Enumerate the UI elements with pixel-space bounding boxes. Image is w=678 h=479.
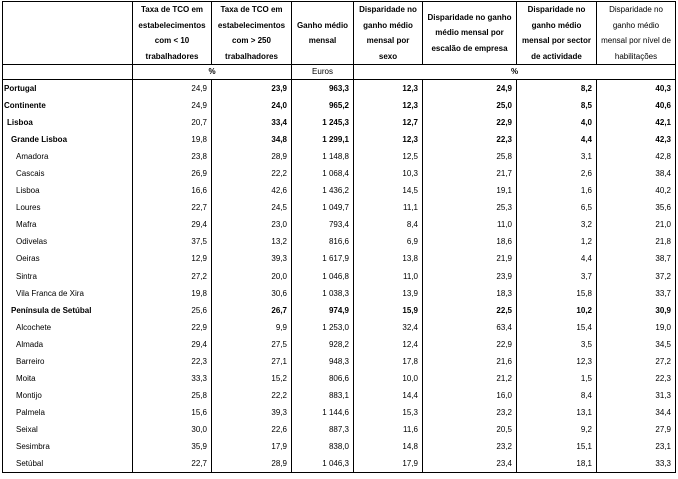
value-cell: 1 299,1 bbox=[292, 131, 354, 148]
value-cell: 33,4 bbox=[212, 114, 292, 131]
value-cell: 974,9 bbox=[292, 302, 354, 319]
value-cell: 11,6 bbox=[354, 421, 423, 438]
table-row bbox=[3, 302, 676, 319]
value-cell: 793,4 bbox=[292, 216, 354, 233]
value-cell: 15,6 bbox=[133, 404, 212, 421]
region-name: Oeiras bbox=[3, 250, 133, 267]
unit-percent-b: % bbox=[354, 65, 676, 80]
value-cell: 42,3 bbox=[597, 131, 676, 148]
statistics-table bbox=[2, 1, 676, 473]
region-name: Grande Lisboa bbox=[3, 131, 133, 148]
value-cell: 25,8 bbox=[133, 387, 212, 404]
value-cell: 63,4 bbox=[423, 319, 517, 336]
value-cell: 34,8 bbox=[212, 131, 292, 148]
value-cell: 22,9 bbox=[133, 319, 212, 336]
value-cell: 12,3 bbox=[354, 97, 423, 114]
unit-percent-a: % bbox=[133, 65, 292, 80]
value-cell: 42,1 bbox=[597, 114, 676, 131]
value-cell: 1 144,6 bbox=[292, 404, 354, 421]
value-cell: 18,1 bbox=[517, 455, 597, 473]
value-cell: 38,4 bbox=[597, 165, 676, 182]
header-tco-large: Taxa de TCO em estabelecimentos com > 250 trabalhadores bbox=[212, 2, 292, 65]
value-cell: 25,0 bbox=[423, 97, 517, 114]
value-cell: 22,7 bbox=[133, 455, 212, 473]
value-cell: 14,8 bbox=[354, 438, 423, 455]
value-cell: 2,6 bbox=[517, 165, 597, 182]
value-cell: 40,2 bbox=[597, 182, 676, 199]
value-cell: 35,6 bbox=[597, 199, 676, 216]
table-row bbox=[3, 148, 676, 165]
header-disparity-company-size: Disparidade no ganho médio mensal por escalão de empresa bbox=[423, 2, 517, 65]
value-cell: 887,3 bbox=[292, 421, 354, 438]
value-cell: 12,3 bbox=[354, 131, 423, 148]
region-name: Mafra bbox=[3, 216, 133, 233]
value-cell: 23,4 bbox=[423, 455, 517, 473]
value-cell: 28,9 bbox=[212, 148, 292, 165]
value-cell: 948,3 bbox=[292, 353, 354, 370]
value-cell: 15,8 bbox=[517, 285, 597, 302]
value-cell: 12,5 bbox=[354, 148, 423, 165]
table-row bbox=[3, 131, 676, 148]
region-name: Lisboa bbox=[3, 114, 133, 131]
value-cell: 27,2 bbox=[133, 268, 212, 285]
value-cell: 23,8 bbox=[133, 148, 212, 165]
value-cell: 22,2 bbox=[212, 165, 292, 182]
value-cell: 838,0 bbox=[292, 438, 354, 455]
value-cell: 12,7 bbox=[354, 114, 423, 131]
value-cell: 11,0 bbox=[423, 216, 517, 233]
value-cell: 17,9 bbox=[354, 455, 423, 473]
value-cell: 15,9 bbox=[354, 302, 423, 319]
value-cell: 11,0 bbox=[354, 268, 423, 285]
table-row bbox=[3, 285, 676, 302]
value-cell: 33,3 bbox=[597, 455, 676, 473]
value-cell: 22,9 bbox=[423, 336, 517, 353]
value-cell: 22,9 bbox=[423, 114, 517, 131]
value-cell: 8,5 bbox=[517, 97, 597, 114]
value-cell: 3,7 bbox=[517, 268, 597, 285]
value-cell: 21,8 bbox=[597, 233, 676, 250]
region-name: Palmela bbox=[3, 404, 133, 421]
table-row bbox=[3, 216, 676, 233]
value-cell: 25,6 bbox=[133, 302, 212, 319]
value-cell: 963,3 bbox=[292, 80, 354, 98]
table-row bbox=[3, 80, 676, 98]
value-cell: 26,9 bbox=[133, 165, 212, 182]
value-cell: 806,6 bbox=[292, 370, 354, 387]
value-cell: 32,4 bbox=[354, 319, 423, 336]
value-cell: 37,2 bbox=[597, 268, 676, 285]
region-name: Continente bbox=[3, 97, 133, 114]
value-cell: 21,7 bbox=[423, 165, 517, 182]
region-name: Sintra bbox=[3, 268, 133, 285]
value-cell: 40,6 bbox=[597, 97, 676, 114]
value-cell: 1 436,2 bbox=[292, 182, 354, 199]
value-cell: 17,8 bbox=[354, 353, 423, 370]
region-name: Lisboa bbox=[3, 182, 133, 199]
value-cell: 19,8 bbox=[133, 285, 212, 302]
value-cell: 23,2 bbox=[423, 404, 517, 421]
region-name: Cascais bbox=[3, 165, 133, 182]
table-row bbox=[3, 199, 676, 216]
value-cell: 27,9 bbox=[597, 421, 676, 438]
value-cell: 28,9 bbox=[212, 455, 292, 473]
table-row bbox=[3, 455, 676, 473]
table-row bbox=[3, 97, 676, 114]
table-row bbox=[3, 319, 676, 336]
value-cell: 883,1 bbox=[292, 387, 354, 404]
value-cell: 27,1 bbox=[212, 353, 292, 370]
value-cell: 34,5 bbox=[597, 336, 676, 353]
value-cell: 816,6 bbox=[292, 233, 354, 250]
value-cell: 12,9 bbox=[133, 250, 212, 267]
value-cell: 9,2 bbox=[517, 421, 597, 438]
value-cell: 15,3 bbox=[354, 404, 423, 421]
header-row bbox=[3, 2, 676, 65]
value-cell: 1 046,3 bbox=[292, 455, 354, 473]
value-cell: 33,3 bbox=[133, 370, 212, 387]
value-cell: 34,4 bbox=[597, 404, 676, 421]
value-cell: 1 046,8 bbox=[292, 268, 354, 285]
table-body bbox=[3, 80, 676, 473]
value-cell: 13,8 bbox=[354, 250, 423, 267]
value-cell: 19,1 bbox=[423, 182, 517, 199]
value-cell: 10,3 bbox=[354, 165, 423, 182]
region-name: Odivelas bbox=[3, 233, 133, 250]
table-row bbox=[3, 370, 676, 387]
value-cell: 22,3 bbox=[597, 370, 676, 387]
table-row bbox=[3, 114, 676, 131]
value-cell: 23,0 bbox=[212, 216, 292, 233]
value-cell: 15,2 bbox=[212, 370, 292, 387]
value-cell: 4,4 bbox=[517, 250, 597, 267]
value-cell: 8,4 bbox=[354, 216, 423, 233]
value-cell: 15,4 bbox=[517, 319, 597, 336]
value-cell: 24,9 bbox=[133, 80, 212, 98]
value-cell: 30,6 bbox=[212, 285, 292, 302]
value-cell: 23,9 bbox=[212, 80, 292, 98]
value-cell: 14,5 bbox=[354, 182, 423, 199]
value-cell: 928,2 bbox=[292, 336, 354, 353]
value-cell: 22,6 bbox=[212, 421, 292, 438]
header-disparity-sex: Disparidade no ganho médio mensal por sexo bbox=[354, 2, 423, 65]
value-cell: 6,5 bbox=[517, 199, 597, 216]
value-cell: 24,0 bbox=[212, 97, 292, 114]
header-average-monthly-earnings: Ganho médio mensal bbox=[292, 2, 354, 65]
value-cell: 10,0 bbox=[354, 370, 423, 387]
value-cell: 1 617,9 bbox=[292, 250, 354, 267]
table-row bbox=[3, 438, 676, 455]
value-cell: 21,9 bbox=[423, 250, 517, 267]
unit-euros: Euros bbox=[292, 65, 354, 80]
value-cell: 6,9 bbox=[354, 233, 423, 250]
value-cell: 1,6 bbox=[517, 182, 597, 199]
table-row bbox=[3, 268, 676, 285]
value-cell: 19,0 bbox=[597, 319, 676, 336]
value-cell: 22,3 bbox=[423, 131, 517, 148]
value-cell: 12,4 bbox=[354, 336, 423, 353]
value-cell: 23,2 bbox=[423, 438, 517, 455]
value-cell: 3,1 bbox=[517, 148, 597, 165]
value-cell: 24,5 bbox=[212, 199, 292, 216]
value-cell: 18,6 bbox=[423, 233, 517, 250]
table-row bbox=[3, 233, 676, 250]
value-cell: 9,9 bbox=[212, 319, 292, 336]
value-cell: 22,3 bbox=[133, 353, 212, 370]
region-name: Setúbal bbox=[3, 455, 133, 473]
value-cell: 26,7 bbox=[212, 302, 292, 319]
value-cell: 1 148,8 bbox=[292, 148, 354, 165]
value-cell: 29,4 bbox=[133, 216, 212, 233]
region-name: Amadora bbox=[3, 148, 133, 165]
header-tco-small: Taxa de TCO em estabelecimentos com < 10 trabalhadores bbox=[133, 2, 212, 65]
value-cell: 3,5 bbox=[517, 336, 597, 353]
table-row bbox=[3, 165, 676, 182]
region-name: Seixal bbox=[3, 421, 133, 438]
value-cell: 16,6 bbox=[133, 182, 212, 199]
value-cell: 21,2 bbox=[423, 370, 517, 387]
region-name: Portugal bbox=[3, 80, 133, 98]
table-row bbox=[3, 387, 676, 404]
region-name: Barreiro bbox=[3, 353, 133, 370]
region-name: Alcochete bbox=[3, 319, 133, 336]
value-cell: 29,4 bbox=[133, 336, 212, 353]
region-name: Península de Setúbal bbox=[3, 302, 133, 319]
value-cell: 18,3 bbox=[423, 285, 517, 302]
value-cell: 1 245,3 bbox=[292, 114, 354, 131]
value-cell: 4,4 bbox=[517, 131, 597, 148]
value-cell: 12,3 bbox=[517, 353, 597, 370]
region-name: Montijo bbox=[3, 387, 133, 404]
unit-blank bbox=[3, 65, 133, 80]
value-cell: 1,5 bbox=[517, 370, 597, 387]
value-cell: 13,1 bbox=[517, 404, 597, 421]
value-cell: 27,5 bbox=[212, 336, 292, 353]
value-cell: 17,9 bbox=[212, 438, 292, 455]
value-cell: 8,2 bbox=[517, 80, 597, 98]
value-cell: 3,2 bbox=[517, 216, 597, 233]
header-blank bbox=[3, 2, 133, 65]
value-cell: 15,1 bbox=[517, 438, 597, 455]
region-name: Moita bbox=[3, 370, 133, 387]
value-cell: 30,9 bbox=[597, 302, 676, 319]
value-cell: 1,2 bbox=[517, 233, 597, 250]
value-cell: 38,7 bbox=[597, 250, 676, 267]
value-cell: 37,5 bbox=[133, 233, 212, 250]
value-cell: 39,3 bbox=[212, 404, 292, 421]
header-disparity-education: Disparidade no ganho médio mensal por nível de habilitações bbox=[597, 2, 676, 65]
value-cell: 11,1 bbox=[354, 199, 423, 216]
region-name: Vila Franca de Xira bbox=[3, 285, 133, 302]
value-cell: 20,5 bbox=[423, 421, 517, 438]
value-cell: 33,7 bbox=[597, 285, 676, 302]
value-cell: 22,2 bbox=[212, 387, 292, 404]
value-cell: 21,0 bbox=[597, 216, 676, 233]
value-cell: 35,9 bbox=[133, 438, 212, 455]
value-cell: 20,0 bbox=[212, 268, 292, 285]
value-cell: 25,3 bbox=[423, 199, 517, 216]
value-cell: 40,3 bbox=[597, 80, 676, 98]
value-cell: 1 038,3 bbox=[292, 285, 354, 302]
region-name: Almada bbox=[3, 336, 133, 353]
header-disparity-sector: Disparidade no ganho médio mensal por sector de actividade bbox=[517, 2, 597, 65]
value-cell: 10,2 bbox=[517, 302, 597, 319]
value-cell: 4,0 bbox=[517, 114, 597, 131]
table-row bbox=[3, 353, 676, 370]
value-cell: 25,8 bbox=[423, 148, 517, 165]
region-name: Loures bbox=[3, 199, 133, 216]
value-cell: 39,3 bbox=[212, 250, 292, 267]
region-name: Sesimbra bbox=[3, 438, 133, 455]
table-row bbox=[3, 421, 676, 438]
value-cell: 12,3 bbox=[354, 80, 423, 98]
value-cell: 1 253,0 bbox=[292, 319, 354, 336]
value-cell: 20,7 bbox=[133, 114, 212, 131]
value-cell: 13,2 bbox=[212, 233, 292, 250]
value-cell: 24,9 bbox=[133, 97, 212, 114]
value-cell: 965,2 bbox=[292, 97, 354, 114]
value-cell: 19,8 bbox=[133, 131, 212, 148]
unit-row bbox=[3, 65, 676, 80]
value-cell: 42,8 bbox=[597, 148, 676, 165]
value-cell: 1 049,7 bbox=[292, 199, 354, 216]
value-cell: 24,9 bbox=[423, 80, 517, 98]
value-cell: 14,4 bbox=[354, 387, 423, 404]
value-cell: 23,1 bbox=[597, 438, 676, 455]
value-cell: 8,4 bbox=[517, 387, 597, 404]
value-cell: 23,9 bbox=[423, 268, 517, 285]
value-cell: 22,7 bbox=[133, 199, 212, 216]
value-cell: 16,0 bbox=[423, 387, 517, 404]
value-cell: 1 068,4 bbox=[292, 165, 354, 182]
table-row bbox=[3, 336, 676, 353]
value-cell: 13,9 bbox=[354, 285, 423, 302]
value-cell: 21,6 bbox=[423, 353, 517, 370]
value-cell: 42,6 bbox=[212, 182, 292, 199]
table-row bbox=[3, 182, 676, 199]
value-cell: 27,2 bbox=[597, 353, 676, 370]
value-cell: 31,3 bbox=[597, 387, 676, 404]
table-row bbox=[3, 250, 676, 267]
value-cell: 30,0 bbox=[133, 421, 212, 438]
table-row bbox=[3, 404, 676, 421]
value-cell: 22,5 bbox=[423, 302, 517, 319]
